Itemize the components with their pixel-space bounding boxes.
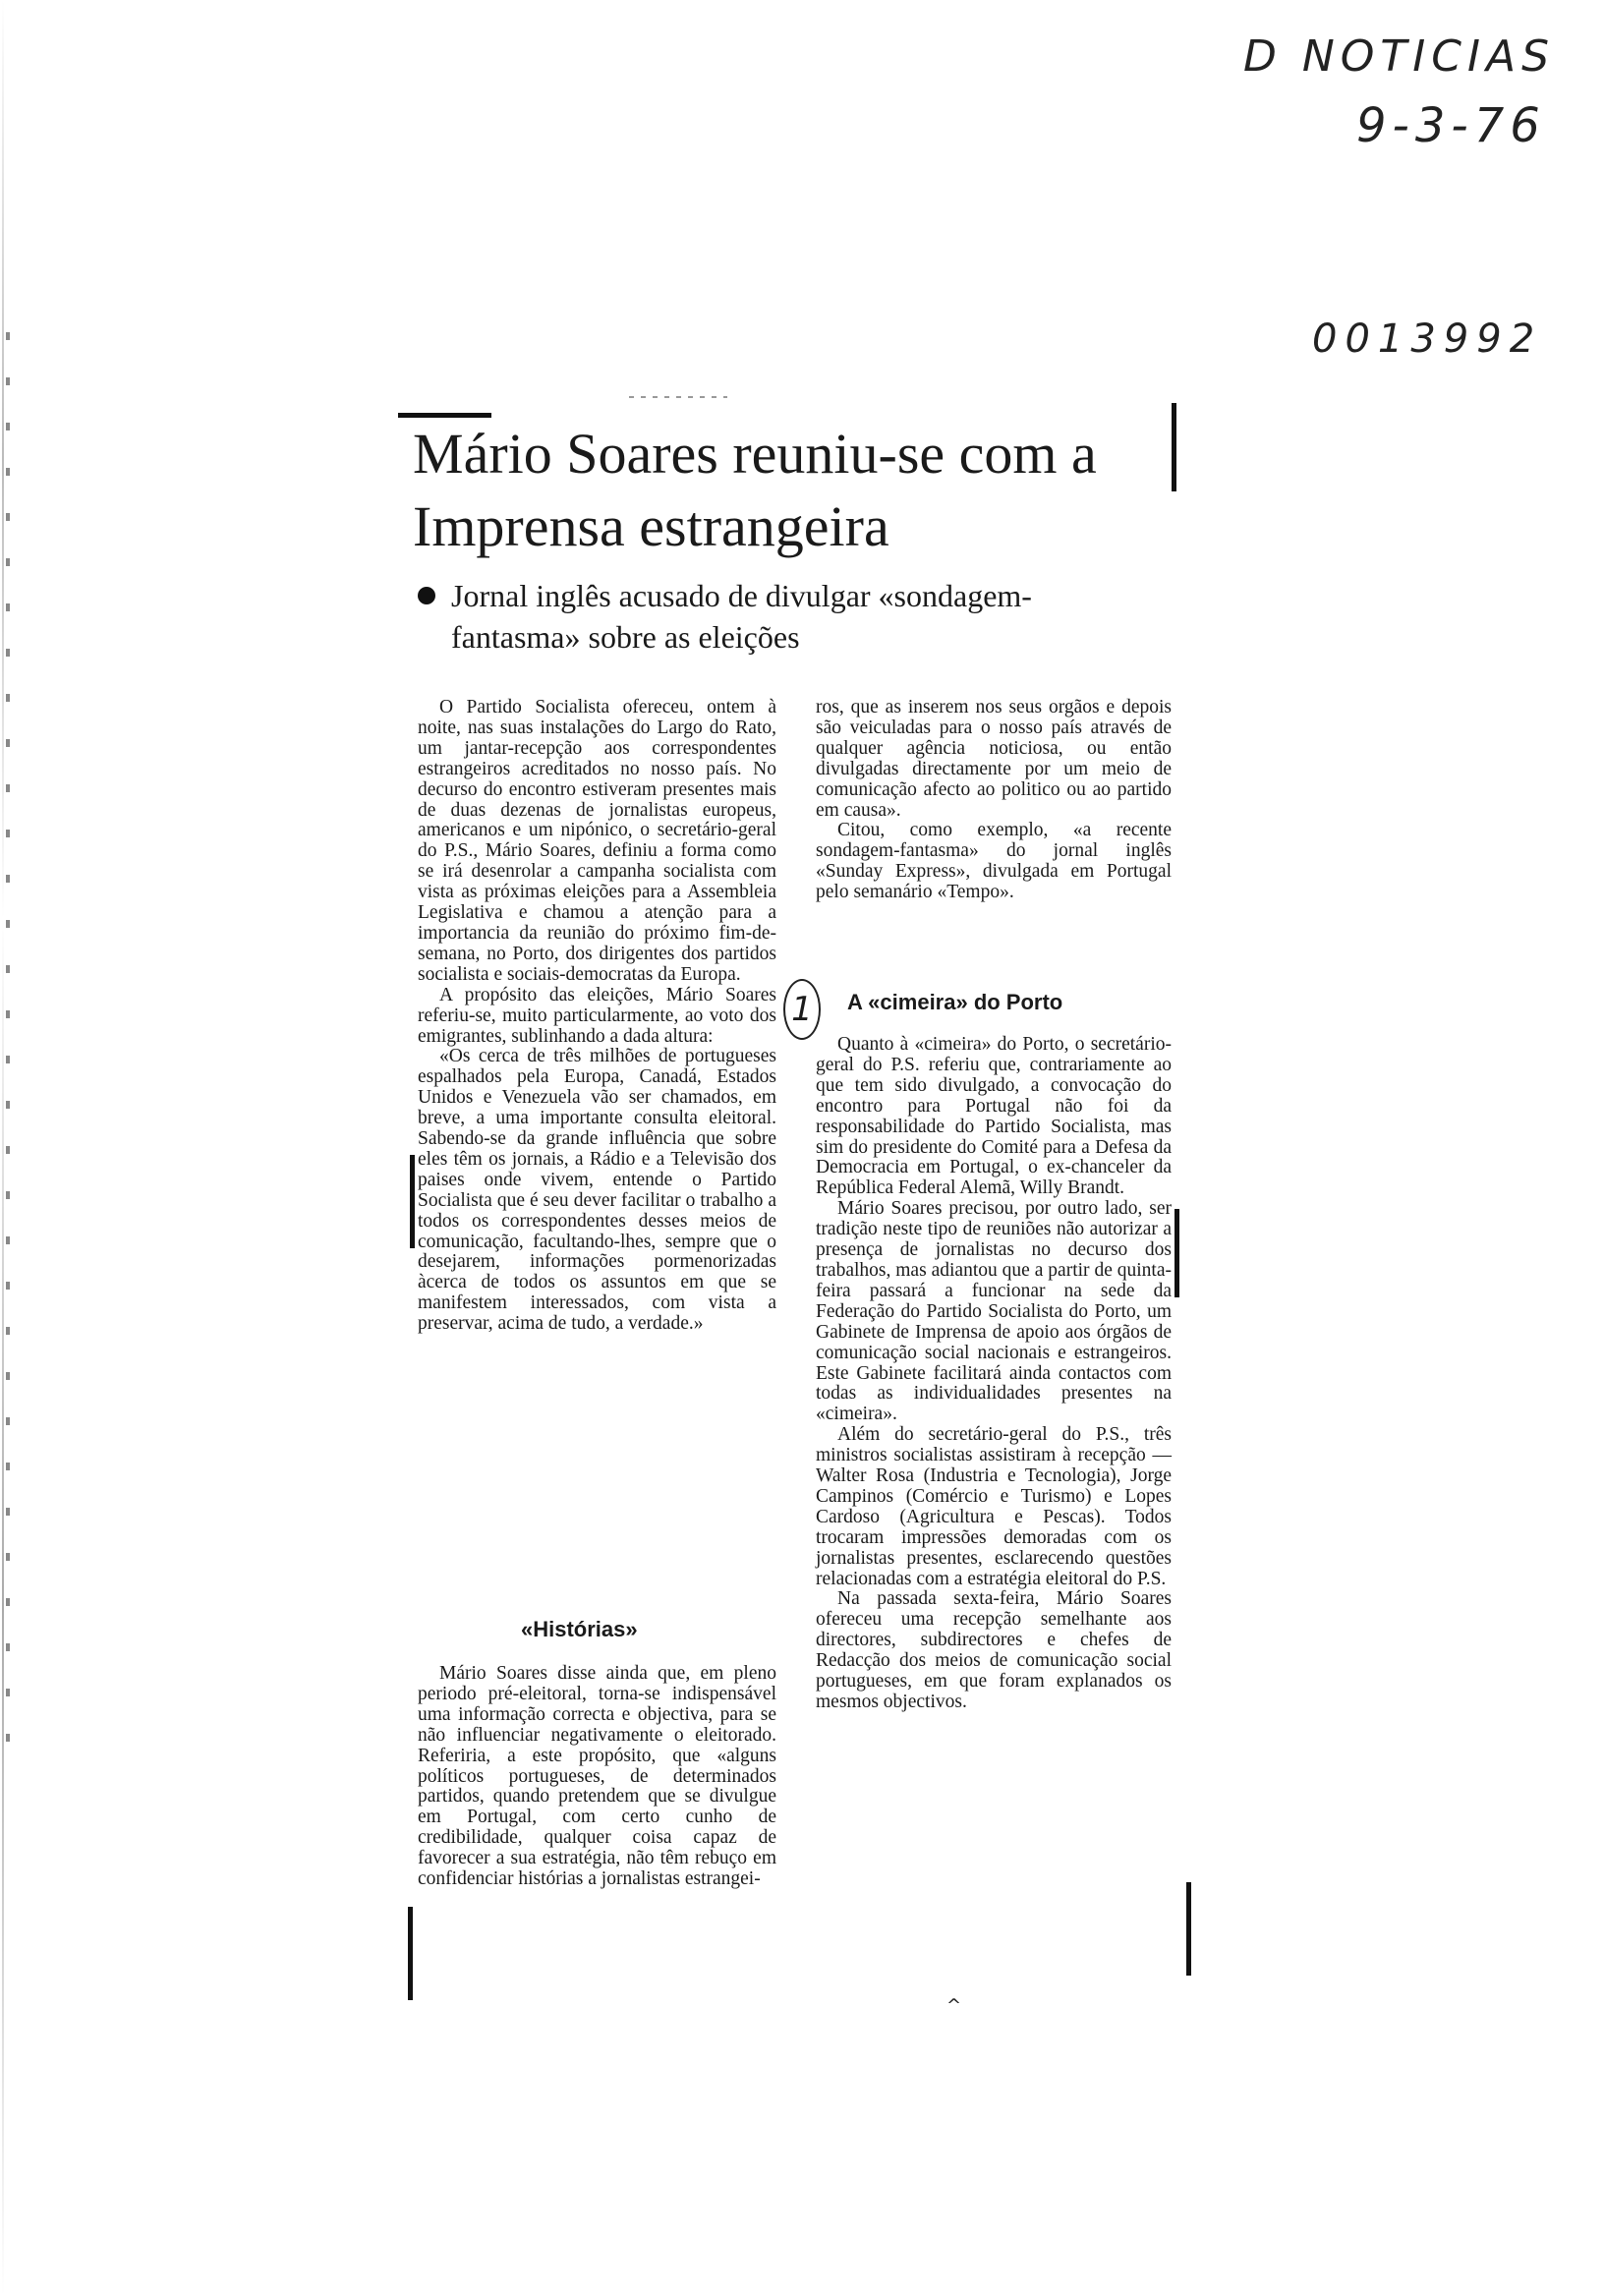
- paragraph: Quanto à «cimeira» do Porto, o secretário-geral do P.S. referiu que, contrariamente ao que tem sido divulgado, a convocação do encontro para Portugal não foi da responsabilidade do Partido Socialista, mas sim do presidente do Comité para a Defesa da Democracia em Portugal, o ex-chanceler da República Federal Alemã, Willy Brandt.: [816, 1034, 1172, 1199]
- margin-bar: [408, 1907, 413, 2000]
- paragraph: Citou, como exemplo, «a recente sondagem-fantasma» do jornal inglês «Sunday Express», divulgada em Portugal pelo semanário «Tempo».: [816, 820, 1172, 903]
- paragraph: ros, que as inserem nos seus orgãos e depois são veiculadas para o nosso país através de qualquer agência noticiosa, ou então divulgadas directamente por um meio de comunicação afecto ao politico ou ao partido em causa».: [816, 697, 1172, 821]
- paragraph: O Partido Socialista ofereceu, ontem à noite, nas suas instalações do Largo do Rato, um jantar-recepção aos correspondentes estrangeiros acreditados no nosso país. No decurso do encontro estiveram presentes mais de duas dezenas de jornalistas europeus, americanos e um nipónico, o secretário-geral do P.S., Mário Soares, definiu a forma como se irá desenrolar a campanha socialista com vista as próximas eleições para a Assembleia Legislativa e chamou a atenção para a importancia da reunião do próximo fim-de-semana, no Porto, dos dirigentes dos partidos socialista e sociais-democratas da Europa.: [418, 697, 776, 985]
- column-right: [816, 698, 1172, 903]
- handwritten-source: D NOTICIAS: [1243, 31, 1555, 82]
- section-heading-historias: «Histórias»: [521, 1617, 638, 1641]
- end-mark: ^: [946, 1995, 962, 2016]
- scan-margin-marks: [6, 295, 10, 1769]
- article-subheadline: [418, 575, 1145, 658]
- handwritten-reference: 0013992: [1312, 316, 1543, 362]
- margin-bar: [1186, 1882, 1191, 1976]
- margin-bar: [1174, 1209, 1179, 1297]
- paragraph: «Os cerca de três milhões de portugueses espalhados pela Europa, Canadá, Estados Unidos e Venezuela vão ser chamados, em breve, a uma importante consulta eleitoral. Sabendo-se da grande influência que sobre eles têm os jornais, a Rádio e a Televisão dos paises onde vivem, entende o Partido Socialista que é seu dever facilitar o trabalho a todos os correspondentes desses meios de comunicação, facultando-lhes, sempre que o desejarem, informações pormenorizadas àcerca de todos os assuntos em que se manifestem interessados, com vista a preservar, acima de tudo, a verdade.»: [418, 1046, 776, 1335]
- column-right-continued: [816, 1035, 1172, 1713]
- subheadline-text: Jornal inglês acusado de divulgar «sondagem-fantasma» sobre as eleições: [451, 578, 1032, 655]
- bullet-icon: [418, 587, 435, 604]
- article-headline: Mário Soares reuniu-se com a Imprensa estrangeira: [413, 422, 1097, 558]
- scan-edge: [2, 0, 4, 2296]
- paragraph: A propósito das eleições, Mário Soares referiu-se, muito particularmente, ao voto dos emigrantes, sublinhando a dada altura:: [418, 984, 776, 1047]
- paragraph: Mário Soares precisou, por outro lado, ser tradição neste tipo de reuniões não autorizar a presença de jornalistas no decurso dos trabalhos, mas adiantou que a partir de quinta-feira passará a funcionar na sede da Federação do Partido Socialista do Porto, um Gabinete de Imprensa de apoio aos órgãos de comunicação social nacionais e estrangeiros. Este Gabinete facilitará ainda contactos com todas as individualidades presentes na «cimeira».: [816, 1198, 1172, 1425]
- column-left-continued: [418, 1664, 776, 1890]
- paragraph: Além do secretário-geral do P.S., três ministros socialistas assistiram à recepção — Walter Rosa (Industria e Tecnologia), Jorge Campinos (Comércio e Turismo) e Lopes Cardoso (Agricultura e Pescas). Todos trocaram impressões demoradas com os jornalistas presentes, esclarecendo questões relacionadas com a estratégia eleitoral do P.S.: [816, 1424, 1172, 1589]
- paragraph: Mário Soares disse ainda que, em pleno periodo pré-eleitoral, torna-se indispensável uma informação correcta e objectiva, para se não influenciar negativamente o eleitorado. Referiria, a este propósito, que «alguns políticos portugueses, de determinados partidos, quando pretendem que se divulgue em Portugal, com certo cunho de credibilidade, qualquer coisa capaz de favorecer a sua estratégia, não têm rebuço em confidenciar histórias a jornalistas estrangei-: [418, 1663, 776, 1890]
- column-left: [418, 698, 776, 1335]
- handwritten-date: 9-3-76: [1356, 98, 1546, 153]
- section-heading-cimeira: A «cimeira» do Porto: [847, 990, 1063, 1014]
- clipping-edge-dots: [629, 396, 727, 398]
- circled-number: 1: [783, 979, 821, 1040]
- margin-bar: [410, 1155, 415, 1248]
- paragraph: Na passada sexta-feira, Mário Soares ofereceu uma recepção semelhante aos directores, subdirectores e chefes de Redacção dos meios de comunicação social portugueses, em que foram explanados os mesmos objectivos.: [816, 1588, 1172, 1712]
